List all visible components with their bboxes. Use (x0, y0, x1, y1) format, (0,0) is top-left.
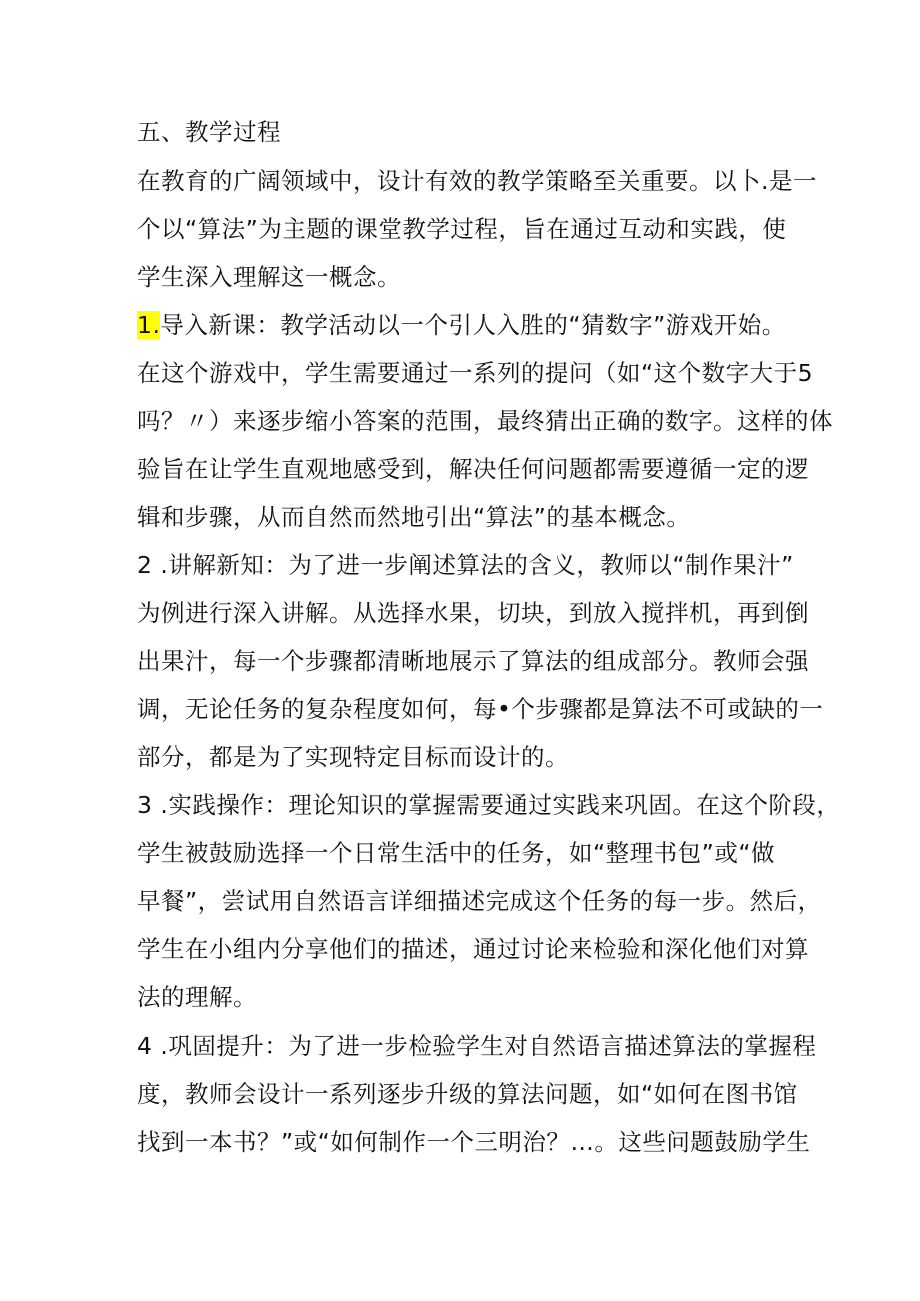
highlighted-list-marker: 1. (137, 311, 161, 339)
paragraph-line: 个以“算法”为主题的课堂教学过程，旨在通过互动和实践，使 (137, 215, 787, 243)
paragraph-line: 早餐”，尝试用自然语言详细描述完成这个任务的每一步。然后， (137, 887, 822, 915)
paragraph-line: 调，无论任务的复杂程度如何，每•个步骤都是算法不可或缺的一 (137, 695, 824, 723)
paragraph-line: 部分，都是为了实现特定目标而设计的。 (137, 743, 569, 771)
section-heading: 五、教学过程 (137, 118, 281, 146)
paragraph-line: 学生被鼓励选择一个日常生活中的任务，如“整理书包”或“做 (137, 839, 776, 867)
list-item-3: 3 .实践操作：理论知识的掌握需要通过实践来巩固。在这个阶段， (137, 791, 841, 819)
paragraph-line: 出果汁，每一个步骤都清晰地展示了算法的组成部分。教师会强 (137, 647, 809, 675)
paragraph-line: 验旨在让学生直观地感受到，解决任何问题都需要遵循一定的逻 (137, 455, 809, 483)
paragraph-line: 在教育的广阔领域中，设计有效的教学策略至关重要。以卜.是一 (137, 167, 817, 195)
list-item-text: 导入新课：教学活动以一个引人入胜的“猜数字”游戏开始。 (160, 311, 786, 339)
paragraph-line: 找到一本书？”或“如何制作一个三明治？…。这些问题鼓励学生 (137, 1128, 811, 1156)
paragraph-line: 在这个游戏中，学生需要通过一系列的提问（如“这个数字大于5 (137, 359, 814, 387)
list-item-1 (137, 310, 786, 340)
paragraph-line: 学生在小组内分享他们的描述，通过讨论来检验和深化他们对算 (137, 935, 809, 963)
list-item-2: 2 .讲解新知：为了进一步阐述算法的含义，教师以“制作果汁” (137, 551, 794, 579)
paragraph-line: 为例进行深入讲解。从选择水果，切块，到放入搅拌机，再到倒 (137, 599, 809, 627)
paragraph-line: 吗？〃）来逐步缩小答案的范围，最终猜出正确的数字。这样的体 (137, 407, 833, 435)
paragraph-line: 法的理解。 (137, 983, 257, 1011)
paragraph-line: 学生深入理解这一概念。 (137, 263, 401, 291)
paragraph-line: 辑和步骤，从而自然而然地引出“算法”的基本概念。 (137, 503, 691, 531)
list-item-4: 4 .巩固提升：为了进一步检验学生对自然语言描述算法的掌握程 (137, 1032, 817, 1060)
paragraph-line: 度，教师会设计一系列逐步升级的算法问题，如“如何在图书馆 (137, 1080, 798, 1108)
